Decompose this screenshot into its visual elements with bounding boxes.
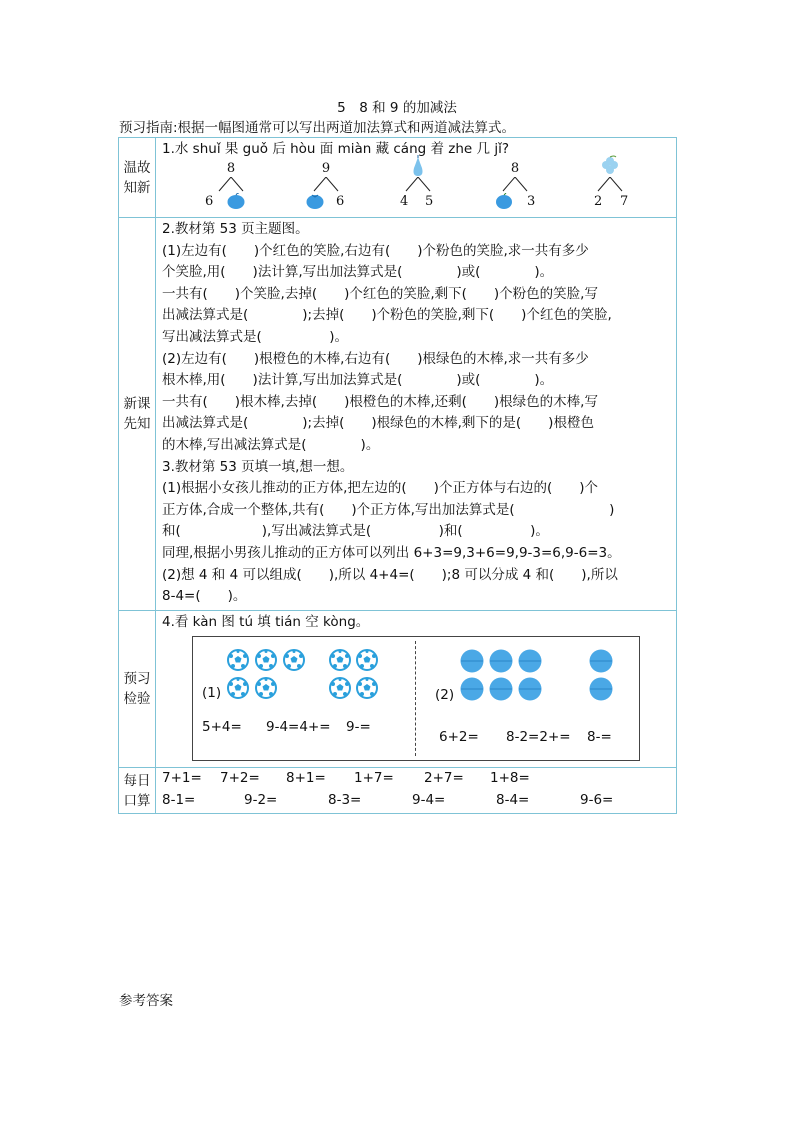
lesson-line: 同理,根据小男孩儿推动的正方体可以列出 6+3=9,3+6=9,9-3=6,9-6=3。 bbox=[162, 544, 621, 561]
equation: 6+2= bbox=[439, 729, 479, 746]
lesson-line: 一共有( )个笑脸,去掉( )个红色的笑脸,剩下( )个粉色的笑脸,写 bbox=[162, 285, 598, 302]
number-trees bbox=[162, 161, 676, 213]
lesson-line: 一共有( )根木棒,去掉( )根橙色的木棒,还剩( )根绿色的木棒,写 bbox=[162, 393, 598, 410]
label-line: 先知 bbox=[123, 415, 151, 432]
preview-check-row bbox=[119, 610, 677, 768]
review-row bbox=[119, 138, 677, 218]
lesson-line: 出减法算式是( );去掉( )个粉色的笑脸,剩下( )个红色的笑脸, bbox=[162, 307, 612, 324]
blue-ball-icon bbox=[489, 677, 513, 701]
soccer-ball-icon bbox=[329, 677, 351, 699]
lesson-line: 出减法算式是( );去掉( )根绿色的木棒,剩下的是( )根橙色 bbox=[162, 415, 594, 432]
question-4: 4.看 kàn 图 tú 填 tián 空 kòng。 bbox=[162, 613, 370, 630]
daily-arithmetic-row bbox=[119, 768, 677, 814]
lesson-line: 和( ),写出减法算式是( )和( )。 bbox=[162, 523, 549, 540]
tomato-icon bbox=[306, 193, 324, 209]
soccer-ball-icon bbox=[356, 677, 378, 699]
arithmetic-item: 8-4= bbox=[496, 791, 530, 808]
lesson-line: (1)根据小女孩儿推动的正方体,把左边的( )个正方体与右边的( )个 bbox=[162, 480, 598, 497]
lesson-line: 8-4=( )。 bbox=[162, 588, 247, 605]
blue-ball-icon bbox=[518, 649, 542, 673]
tree-branches bbox=[580, 177, 640, 193]
label-line: 每日 bbox=[123, 772, 151, 789]
preview-check-label bbox=[119, 610, 156, 768]
apple-icon bbox=[495, 193, 513, 209]
soccer-ball-icon bbox=[255, 649, 277, 671]
tree-right: 3 bbox=[527, 193, 536, 209]
review-body bbox=[156, 138, 677, 218]
tree-left: 2 bbox=[594, 193, 603, 209]
label-line: 检验 bbox=[123, 690, 151, 707]
blue-ball-icon bbox=[460, 677, 484, 701]
arithmetic-item: 9-6= bbox=[580, 791, 614, 808]
label-line: 知新 bbox=[123, 179, 151, 196]
arithmetic-item: 8-1= bbox=[162, 791, 196, 808]
arithmetic-item: 8+1= bbox=[286, 770, 326, 787]
number-tree bbox=[388, 161, 448, 213]
number-tree bbox=[485, 161, 545, 213]
lesson-line: 根木棒,用( )法计算,写出加法算式是( )或( )。 bbox=[162, 372, 554, 389]
arithmetic-row-2 bbox=[162, 790, 676, 812]
lesson-line: 写出减法算式是( )。 bbox=[162, 328, 349, 345]
blue-ball-icon bbox=[518, 677, 542, 701]
lesson-line: 2.教材第 53 页主题图。 bbox=[162, 221, 309, 237]
arithmetic-item: 9-4= bbox=[412, 791, 446, 808]
tree-branches bbox=[388, 177, 448, 193]
new-lesson-row bbox=[119, 218, 677, 611]
new-lesson-body bbox=[156, 218, 677, 611]
apple-icon bbox=[227, 193, 245, 209]
equation: 8-2=2+= bbox=[506, 729, 571, 746]
tree-right: 6 bbox=[336, 193, 345, 209]
picture-box bbox=[192, 636, 640, 761]
tree-right: 5 bbox=[425, 193, 434, 209]
lesson-line: (1)左边有( )个红色的笑脸,右边有( )个粉色的笑脸,求一共有多少 bbox=[162, 242, 589, 259]
label-line: 口算 bbox=[123, 792, 151, 809]
daily-arithmetic-label bbox=[119, 768, 156, 814]
label-line: 预习 bbox=[123, 670, 151, 687]
preview-guide: 预习指南:根据一幅图通常可以写出两道加法算式和两道减法算式。 bbox=[119, 120, 516, 136]
daily-arithmetic-body bbox=[156, 768, 677, 814]
tree-branches bbox=[201, 177, 261, 193]
tree-branches bbox=[485, 177, 545, 193]
soccer-ball-icon bbox=[227, 677, 249, 699]
equation: 9-4=4+= bbox=[266, 719, 331, 736]
part2-label: (2) bbox=[435, 687, 455, 704]
arithmetic-item: 9-2= bbox=[244, 791, 278, 808]
tree-top: 8 bbox=[226, 160, 236, 176]
arithmetic-item: 1+8= bbox=[490, 770, 530, 787]
review-label bbox=[119, 138, 156, 218]
tree-left: 6 bbox=[205, 193, 214, 209]
number-tree bbox=[580, 161, 640, 213]
tree-top: 9 bbox=[321, 160, 331, 176]
lesson-line: 正方体,合成一个整体,共有( )个正方体,写出加法算式是( ) bbox=[162, 501, 615, 518]
page-title: 5 8 和 9 的加减法 bbox=[337, 100, 457, 116]
lesson-line: (2)想 4 和 4 可以组成( ),所以 4+4=( );8 可以分成 4 和( ),所以 bbox=[162, 566, 618, 583]
pear-icon bbox=[411, 155, 425, 177]
number-tree bbox=[296, 161, 356, 213]
lesson-line: 3.教材第 53 页填一填,想一想。 bbox=[162, 458, 354, 475]
soccer-ball-icon bbox=[283, 649, 305, 671]
arithmetic-item: 8-3= bbox=[328, 791, 362, 808]
arithmetic-item: 2+7= bbox=[424, 770, 464, 787]
question-1: 1.水 shuǐ 果 guǒ 后 hòu 面 miàn 藏 cáng 着 zhe 几 jǐ? bbox=[162, 141, 509, 157]
blue-ball-icon bbox=[460, 649, 484, 673]
new-lesson-label bbox=[119, 218, 156, 611]
tree-right: 7 bbox=[620, 193, 629, 209]
answers-heading: 参考答案 bbox=[119, 993, 173, 1009]
dashed-divider bbox=[415, 641, 416, 756]
tree-top: 8 bbox=[510, 160, 520, 176]
number-tree bbox=[201, 161, 261, 213]
arithmetic-row-1 bbox=[162, 768, 676, 790]
arithmetic-item: 7+2= bbox=[220, 770, 260, 787]
arithmetic-item: 1+7= bbox=[354, 770, 394, 787]
lesson-line: 的木棒,写出减法算式是( )。 bbox=[162, 436, 380, 453]
worksheet-table bbox=[118, 137, 677, 814]
part1-label: (1) bbox=[202, 685, 222, 702]
tree-left: 4 bbox=[400, 193, 409, 209]
lesson-line: (2)左边有( )根橙色的木棒,右边有( )根绿色的木棒,求一共有多少 bbox=[162, 350, 589, 367]
equation: 9-= bbox=[346, 719, 371, 736]
equation: 8-= bbox=[587, 729, 612, 746]
blue-ball-icon bbox=[489, 649, 513, 673]
blue-ball-icon bbox=[589, 649, 613, 673]
label-line: 新课 bbox=[123, 395, 151, 412]
tree-branches bbox=[296, 177, 356, 193]
label-line: 温故 bbox=[123, 159, 151, 176]
equation: 5+4= bbox=[202, 719, 242, 736]
soccer-ball-icon bbox=[329, 649, 351, 671]
lesson-line: 个笑脸,用( )法计算,写出加法算式是( )或( )。 bbox=[162, 264, 554, 281]
preview-check-body bbox=[156, 610, 677, 768]
blue-ball-icon bbox=[589, 677, 613, 701]
soccer-ball-icon bbox=[255, 677, 277, 699]
arithmetic-item: 7+1= bbox=[162, 770, 202, 787]
soccer-ball-icon bbox=[227, 649, 249, 671]
grapes-icon bbox=[600, 155, 620, 177]
soccer-ball-icon bbox=[356, 649, 378, 671]
